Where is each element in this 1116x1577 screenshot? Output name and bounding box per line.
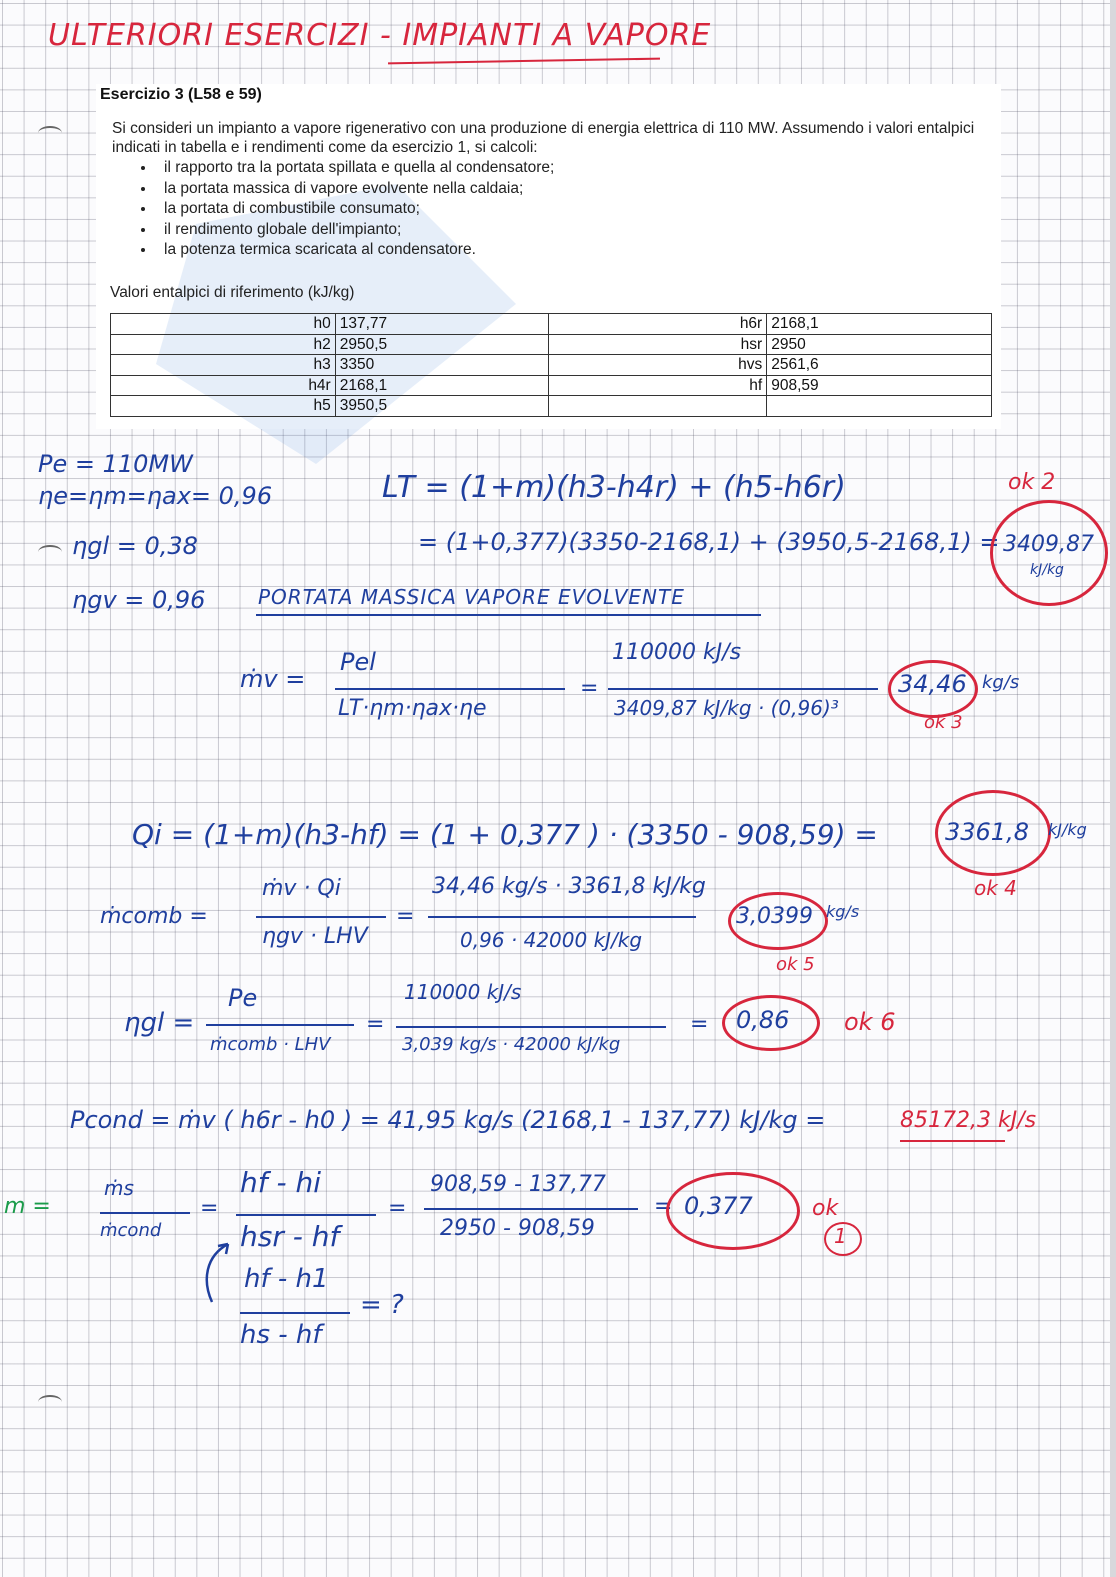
note-mv-den2: 3409,87 kJ/kg · (0,96)³ (614, 696, 839, 720)
note-eta-lhs: ηgl = (124, 1008, 195, 1038)
note-mcomb-num: ṁv · Qi (262, 876, 341, 901)
note-mcomb-den: ηgv · LHV (262, 924, 368, 949)
table-cell-label: h6r (549, 314, 767, 335)
note-mcomb-den2: 0,96 · 42000 kJ/kg (460, 928, 643, 952)
printed-exercise (96, 84, 1001, 429)
note-eta-num2: 110000 kJ/s (404, 980, 522, 1004)
arrow-icon (198, 1240, 238, 1310)
note-m-den2: 2950 - 908,59 (440, 1216, 595, 1241)
table-row (111, 375, 992, 396)
table-cell-value: 908,59 (767, 375, 992, 396)
table-cell-value: 2168,1 (335, 375, 549, 396)
result-underline (900, 1140, 1005, 1142)
note-ok-2: ok 2 (1008, 470, 1056, 495)
note-lt-substituted: = (1+0,377)(3350-2168,1) + (3950,5-2168,1) = (418, 528, 1000, 556)
table-cell-label: h3 (111, 355, 336, 376)
note-alt-den: hs - hf (240, 1320, 322, 1350)
note-section-heading: PORTATA MASSICA VAPORE EVOLVENTE (258, 585, 685, 609)
note-mv-den: LT·ηm·ηax·ηe (338, 696, 487, 721)
exercise-intro: Si consideri un impianto a vapore rigenerativo con una produzione di energia elettrica di 110 MW. Assumendo i valori entalpici indicati in tabella e i rendimenti come da esercizio 1, si calcoli: (112, 120, 975, 156)
note-qi-unit: kJ/kg (1048, 820, 1087, 839)
binder-hole (38, 1395, 62, 1409)
note-mcomb-result: 3,0399 (736, 904, 813, 929)
table-row (111, 355, 992, 376)
fraction-bar (240, 1312, 350, 1314)
table-cell-value: 2950 (767, 334, 992, 355)
note-equals: = (690, 1012, 709, 1037)
table-row (111, 314, 992, 335)
note-equals: = (388, 1196, 407, 1221)
table-cell-label: h4r (111, 375, 336, 396)
note-mcomb-lhs: ṁcomb = (100, 904, 208, 929)
note-mcomb-unit: kg/s (826, 902, 860, 921)
note-m-den: hsr - hf (240, 1220, 340, 1253)
note-alt-num: hf - h1 (244, 1264, 329, 1294)
note-equals: = (366, 1012, 385, 1037)
note-given-eta-gl: ηgl = 0,38 (72, 532, 198, 560)
heading-underline (256, 614, 761, 616)
table-cell-label (549, 396, 767, 417)
note-equals: = (654, 1194, 673, 1219)
table-cell-label: hsr (549, 334, 767, 355)
binder-hole (38, 545, 62, 559)
table-row (111, 396, 992, 417)
note-mv-result: 34,46 (898, 670, 967, 698)
note-qi-result: 3361,8 (945, 818, 1029, 846)
handwritten-title: ULTERIORI ESERCIZI - IMPIANTI A VAPORE (48, 18, 712, 53)
note-mv-lhs: ṁv = (240, 665, 306, 693)
note-m-num: hf - hi (240, 1166, 322, 1199)
table-cell-label: h5 (111, 396, 336, 417)
note-equals: = (580, 676, 599, 701)
note-ok-3: ok 3 (924, 712, 963, 733)
note-m-lhs-den: ṁcond (100, 1220, 162, 1241)
exercise-title: Esercizio 3 (L58 e 59) (100, 86, 262, 103)
note-mv-unit: kg/s (982, 672, 1020, 693)
note-mcomb-num2: 34,46 kg/s · 3361,8 kJ/kg (432, 874, 706, 899)
note-eta-den2: 3,039 kg/s · 42000 kJ/kg (402, 1034, 621, 1055)
table-cell-label: h0 (111, 314, 336, 335)
table-cell-value: 137,77 (335, 314, 549, 335)
table-cell-value: 2561,6 (767, 355, 992, 376)
fraction-bar (428, 916, 696, 918)
note-ok-4: ok 4 (974, 876, 1017, 900)
exercise-bullets (136, 158, 554, 261)
note-alt-q: = ? (360, 1290, 404, 1320)
note-given-pe: Pe = 110MW (38, 450, 193, 478)
note-given-eta-gv: ηgv = 0,96 (72, 586, 206, 614)
fraction-bar (608, 688, 878, 690)
note-m-result: 0,377 (684, 1192, 753, 1220)
list-item: • il rendimento globale dell'impianto; (156, 220, 554, 241)
fraction-bar (206, 1024, 354, 1026)
note-equals: = (396, 904, 415, 929)
table-cell-value: 2950,5 (335, 334, 549, 355)
fraction-bar (100, 1212, 190, 1214)
table-cell-value: 3950,5 (335, 396, 549, 417)
fraction-bar (335, 688, 565, 690)
table-cell-label: hvs (549, 355, 767, 376)
note-eta-result: 0,86 (736, 1006, 790, 1034)
note-lt-formula: LT = (1+m)(h3-h4r) + (h5-h6r) (382, 470, 846, 505)
fraction-bar (424, 1208, 638, 1210)
note-lt-unit: kJ/kg (1030, 562, 1064, 578)
note-m-label: m = (4, 1194, 51, 1219)
note-lt-result: 3409,87 (1003, 532, 1094, 557)
note-equals: = (200, 1196, 219, 1221)
note-ok-1: ok (812, 1196, 839, 1221)
table-cell-label: hf (549, 375, 767, 396)
note-mv-num: Pel (340, 648, 376, 676)
note-m-lhs-num: ṁs (104, 1176, 134, 1200)
note-given-eta-e: ηe=ηm=ηax= 0,96 (38, 482, 273, 510)
list-item: • la portata massica di vapore evolvente nella caldaia; (156, 179, 554, 200)
note-ok-6: ok 6 (844, 1008, 896, 1036)
list-item: • la portata di combustibile consumato; (156, 199, 554, 220)
table-cell-value (767, 396, 992, 417)
fraction-bar (236, 1214, 376, 1216)
table-caption: Valori entalpici di riferimento (kJ/kg) (110, 284, 355, 301)
note-pcond-line: Pcond = ṁv ( h6r - h0 ) = 41,95 kg/s (2168,1 - 137,77) kJ/kg = (70, 1106, 826, 1134)
page-edge (1110, 0, 1116, 1577)
fraction-bar (256, 916, 386, 918)
list-item: • il rapporto tra la portata spillata e quella al condensatore; (156, 158, 554, 179)
table-cell-label: h2 (111, 334, 336, 355)
note-eta-num: Pe (228, 984, 258, 1012)
note-m-num2: 908,59 - 137,77 (430, 1172, 606, 1197)
note-qi-formula: Qi = (1+m)(h3-hf) = (1 + 0,377 ) · (3350 - 908,59) = (132, 818, 878, 851)
table-cell-value: 3350 (335, 355, 549, 376)
note-ok-1-number: 1 (834, 1224, 847, 1248)
table-cell-value: 2168,1 (767, 314, 992, 335)
list-item: • la potenza termica scaricata al condensatore. (156, 240, 554, 261)
note-ok-5: ok 5 (776, 954, 815, 975)
binder-hole (38, 126, 62, 140)
note-mv-num2: 110000 kJ/s (612, 640, 742, 665)
note-eta-den: ṁcomb · LHV (210, 1034, 331, 1055)
enthalpy-table (110, 313, 992, 417)
fraction-bar (396, 1026, 666, 1028)
table-row (111, 334, 992, 355)
note-pcond-result: 85172,3 kJ/s (900, 1108, 1037, 1133)
